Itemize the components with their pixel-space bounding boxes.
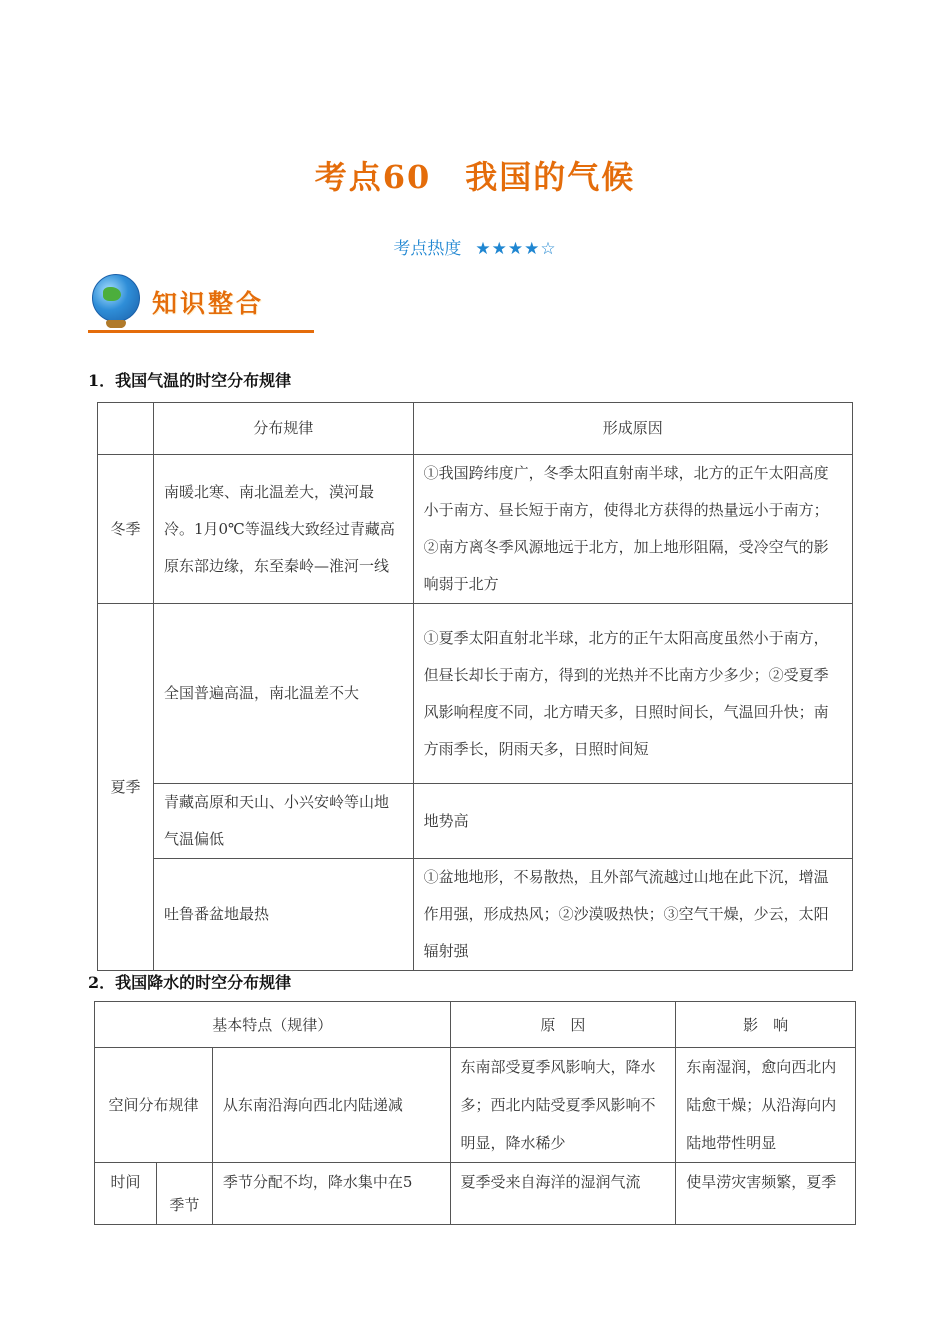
table-header-row: [98, 403, 853, 455]
title-text: 我国的气候: [465, 158, 636, 196]
globe-stand: [106, 320, 126, 328]
table-row: [98, 604, 853, 784]
summer-cause-1: ①夏季太阳直射北半球，北方的正午太阳高度虽然小于南方，但昼长却长于南方，得到的光热并不比南方少多少；②受夏季风影响程度不同，北方晴天多，日照时间长，气温回升快；南方雨季长，阴雨天多，日照时间短: [413, 604, 852, 784]
section1-heading: 1．我国气温的时空分布规律: [88, 371, 292, 390]
globe-icon: [92, 274, 140, 322]
heat-label: 考点热度: [393, 239, 462, 259]
table-row: [98, 859, 853, 971]
table-row: [98, 784, 853, 859]
season-impact: 使旱涝灾害频繁，夏季: [676, 1163, 856, 1225]
header-cause: 形成原因: [413, 403, 852, 455]
summer-label: 夏季: [98, 604, 154, 971]
section2-heading: 2．我国降水的时空分布规律: [88, 973, 292, 992]
heat-stars: ★★★★☆: [475, 239, 557, 259]
heat-rating: [0, 234, 950, 259]
summer-cause-2: 地势高: [413, 784, 852, 859]
title-number: 60: [382, 158, 432, 196]
banner-underline: [88, 330, 314, 333]
season-pattern: 季节分配不均，降水集中在5: [212, 1163, 450, 1225]
summer-cause-3: ①盆地地形，不易散热，且外部气流越过山地在此下沉，增温作用强，形成热风；②沙漠吸热快；③空气干燥，少云，太阳辐射强: [413, 859, 852, 971]
header-reason: 原 因: [450, 1002, 676, 1048]
spatial-label: 空间分布规律: [95, 1048, 213, 1163]
table-header-row: [95, 1002, 856, 1048]
header-feature: 基本特点（规律）: [95, 1002, 451, 1048]
spatial-impact: 东南湿润，愈向西北内陆愈干燥；从沿海向内陆地带性明显: [676, 1048, 856, 1163]
season-label: 季节: [156, 1163, 212, 1225]
season-reason: 夏季受来自海洋的湿润气流: [450, 1163, 676, 1225]
knowledge-banner: [88, 272, 314, 336]
title-prefix: 考点: [314, 158, 383, 196]
winter-pattern: 南暖北寒、南北温差大，漠河最冷。1月0℃等温线大致经过青藏高原东部边缘，东至秦岭—淮河一线: [153, 455, 413, 604]
header-empty: [98, 403, 154, 455]
spatial-pattern: 从东南沿海向西北内陆递减: [212, 1048, 450, 1163]
winter-cause: ①我国跨纬度广，冬季太阳直射南半球，北方的正午太阳高度小于南方、昼长短于南方，使得北方获得的热量远小于南方；②南方离冬季风源地远于北方，加上地形阻隔，受冷空气的影响弱于北方: [413, 455, 852, 604]
summer-pattern-3: 吐鲁番盆地最热: [153, 859, 413, 971]
winter-label: 冬季: [98, 455, 154, 604]
summer-pattern-2: 青藏高原和天山、小兴安岭等山地气温偏低: [153, 784, 413, 859]
table-row: [95, 1163, 856, 1225]
banner-text: 知识整合: [152, 289, 265, 318]
header-impact: 影 响: [676, 1002, 856, 1048]
summer-pattern-1: 全国普遍高温，南北温差不大: [153, 604, 413, 784]
precipitation-table: [94, 1001, 856, 1225]
temperature-table: [97, 402, 853, 971]
page-title: [0, 152, 950, 198]
table-row: [95, 1048, 856, 1163]
temporal-label: 时间: [95, 1163, 157, 1225]
header-pattern: 分布规律: [153, 403, 413, 455]
spatial-reason: 东南部受夏季风影响大，降水多；西北内陆受夏季风影响不明显，降水稀少: [450, 1048, 676, 1163]
table-row: [98, 455, 853, 604]
